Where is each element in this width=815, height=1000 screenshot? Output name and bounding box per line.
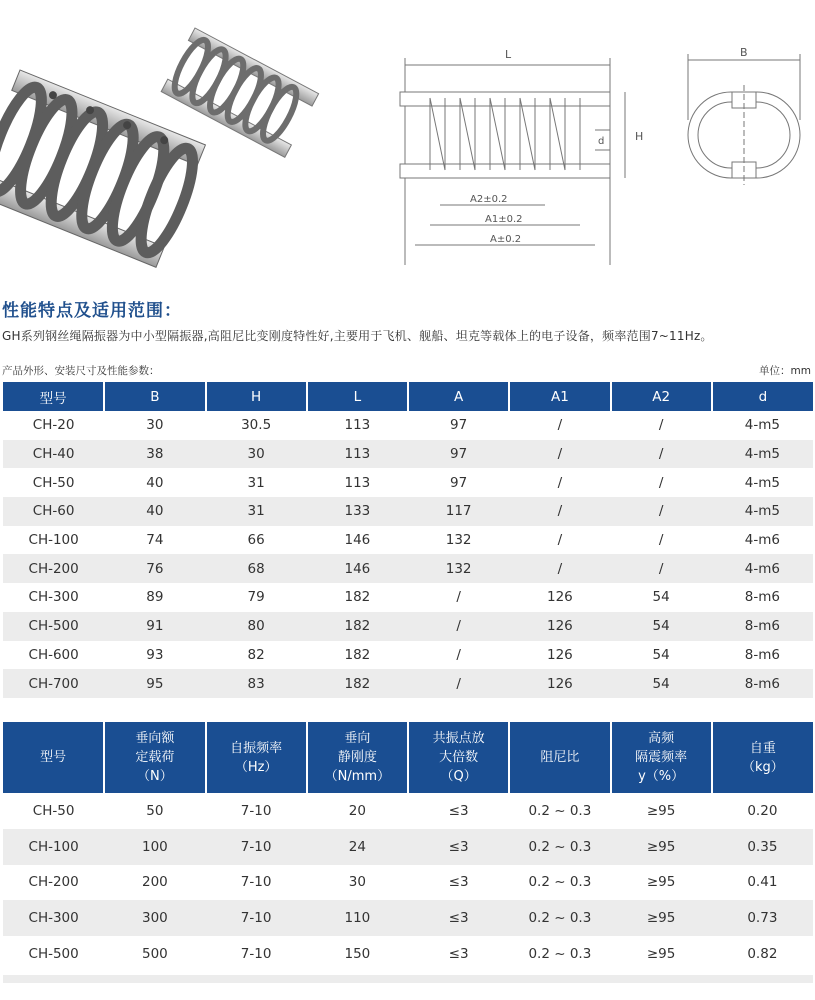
table-cell: 54 [652, 589, 670, 606]
table-cell: 8-m6 [712, 612, 813, 641]
table-cell: 0.2 ~ 0.3 [528, 874, 592, 891]
table-cell: 200 [141, 874, 168, 891]
spec-label: 产品外形、安装尺寸及性能参数： [2, 365, 160, 377]
table-cell: 126 [546, 589, 573, 606]
table-cell: 95 [104, 669, 205, 698]
header-line: （N） [137, 769, 173, 784]
table-cell: 80 [206, 612, 307, 641]
header-line: （N/mm） [324, 769, 391, 784]
header-line: 大倍数 [439, 750, 479, 765]
table-cell: 146 [307, 554, 408, 583]
performance-header-cell [712, 722, 813, 793]
table-cell: 7-10 [206, 829, 307, 865]
table-cell: 97 [450, 417, 468, 434]
table-cell: 4-m5 [744, 417, 780, 434]
dimensions-header-cell: H [206, 382, 307, 411]
table-cell: 300 [104, 900, 205, 936]
table-cell: 182 [344, 589, 371, 606]
table-cell: / [557, 417, 563, 434]
table-cell: / [408, 612, 509, 641]
table-cell: 8-m6 [712, 669, 813, 698]
table-cell: / [611, 440, 712, 469]
table-cell: 91 [104, 612, 205, 641]
table-cell: CH-500 [3, 612, 104, 641]
table-cell: 126 [509, 669, 610, 698]
table-cell: 110 [307, 900, 408, 936]
header-line: 自重 [749, 740, 776, 756]
performance-header-cell [509, 722, 610, 793]
performance-table [3, 722, 813, 972]
end-view-drawing [680, 40, 810, 190]
table-cell: 4-m5 [744, 474, 780, 491]
table-cell: 0.2 ~ 0.3 [528, 946, 592, 963]
table-cell: / [611, 497, 712, 526]
table-cell: / [456, 646, 461, 663]
table-cell: 7-10 [240, 874, 272, 891]
product-hero [0, 0, 815, 290]
dimensions-header-cell: 型号 [3, 382, 104, 411]
dimensions-header-cell: d [712, 382, 813, 411]
table-cell: ≤3 [448, 946, 469, 963]
table-cell: ≤3 [408, 829, 509, 865]
table-cell: 54 [652, 646, 670, 663]
table-row [3, 936, 813, 972]
table-cell: CH-300 [3, 900, 104, 936]
dimensions-header-cell: L [307, 382, 408, 411]
header-line: （kg） [741, 759, 784, 775]
table-row [3, 468, 813, 497]
table-row [3, 829, 813, 865]
label-H: H [635, 130, 644, 143]
table-cell: / [509, 554, 610, 583]
label-d: d [598, 136, 605, 147]
table-cell: 0.35 [712, 829, 813, 865]
label-A2: A2±0.2 [470, 194, 508, 205]
dimensions-header-cell: A1 [509, 382, 610, 411]
table-cell: 132 [408, 554, 509, 583]
table-cell: 0.41 [747, 874, 778, 891]
table-cell: / [611, 554, 712, 583]
table-cell: / [509, 497, 610, 526]
table-cell: 8-m6 [744, 646, 780, 663]
table-cell: 4-m6 [712, 554, 813, 583]
table-cell: CH-300 [28, 589, 79, 606]
table-cell: 113 [344, 417, 371, 434]
table-cell: 50 [146, 802, 164, 819]
table-cell: CH-50 [32, 474, 75, 491]
table-cell: CH-700 [3, 669, 104, 698]
performance-header-cell [3, 722, 104, 793]
performance-header-cell [408, 722, 509, 793]
header-line: 隔震频率 [635, 750, 688, 765]
table-cell: 79 [247, 589, 265, 606]
table-cell: 7-10 [240, 946, 272, 963]
table-cell: / [456, 589, 461, 606]
table-cell: 132 [445, 532, 472, 549]
table-cell: 74 [146, 532, 164, 549]
performance-header-cell [307, 722, 408, 793]
table-cell: ≤3 [408, 900, 509, 936]
table-row [3, 497, 813, 526]
table-cell: 40 [104, 497, 205, 526]
table-cell: CH-50 [32, 802, 75, 819]
dimensions-header-cell: B [104, 382, 205, 411]
header-line: 垂向额 [135, 731, 175, 746]
table-cell: 40 [146, 474, 164, 491]
table-cell: / [658, 532, 664, 549]
table-cell: 182 [344, 646, 371, 663]
table-cell: 4-m6 [744, 532, 780, 549]
table-cell: 54 [611, 669, 712, 698]
table-cell: / [658, 474, 664, 491]
table-cell: 0.2 ~ 0.3 [528, 802, 592, 819]
table-row [3, 865, 813, 901]
table-cell: 100 [104, 829, 205, 865]
header-line: （Hz） [234, 759, 278, 775]
side-view-drawing [395, 40, 665, 270]
table-cell: 126 [546, 646, 573, 663]
table-cell: 30 [146, 417, 164, 434]
table-cell: 20 [348, 802, 366, 819]
dimensions-header-cell: A2 [611, 382, 712, 411]
table-cell: CH-20 [32, 417, 75, 434]
table-cell: 146 [344, 532, 371, 549]
header-line: y（%） [638, 769, 685, 784]
performance-header-row [3, 722, 813, 793]
performance-header-cell [104, 722, 205, 793]
description: GH系列钢丝绳隔振器为中小型隔振器,高阻尼比变刚度特性好,主要用于飞机、舰船、坦克等载体上的电子设备，频率范围7~11Hz。 [2, 329, 713, 343]
table-cell: ≥95 [611, 900, 712, 936]
table-cell: ≥95 [611, 829, 712, 865]
table-cell: 4-m5 [712, 497, 813, 526]
table-row [3, 583, 813, 612]
table-cell: 0.73 [712, 900, 813, 936]
table-cell: CH-60 [3, 497, 104, 526]
header-line: 共振点放 [432, 731, 485, 746]
table-cell: / [658, 417, 664, 434]
table-cell: 30 [206, 440, 307, 469]
table-row [3, 440, 813, 469]
header-line: 高频 [648, 731, 675, 746]
table-cell: / [509, 440, 610, 469]
table-cell: 24 [307, 829, 408, 865]
table-cell: 500 [141, 946, 168, 963]
table-cell: CH-100 [28, 532, 79, 549]
table-cell: 38 [104, 440, 205, 469]
table-cell: / [557, 532, 563, 549]
table-cell: 54 [611, 612, 712, 641]
table-cell: ≥95 [646, 802, 676, 819]
header-line: 阻尼比 [540, 750, 580, 765]
table-row [3, 612, 813, 641]
table-cell: 182 [307, 612, 408, 641]
table-cell: 31 [247, 474, 265, 491]
section-title: 性能特点及适用范围： [2, 301, 182, 321]
table-cell: 97 [408, 440, 509, 469]
table-cell: 8-m6 [744, 589, 780, 606]
table-cell: 113 [307, 440, 408, 469]
table-cell: / [408, 669, 509, 698]
table-cell: 30.5 [241, 417, 272, 434]
table-cell: ≥95 [646, 874, 676, 891]
performance-header-cell [206, 722, 307, 793]
table-cell: 182 [307, 669, 408, 698]
table-cell: 66 [247, 532, 265, 549]
table-cell: 0.20 [747, 802, 778, 819]
table-cell: CH-100 [3, 829, 104, 865]
table-cell: 117 [408, 497, 509, 526]
table-cell: ≤3 [448, 874, 469, 891]
table-cell: 0.2 ~ 0.3 [509, 900, 610, 936]
table-row [3, 793, 813, 829]
table-cell: 89 [146, 589, 164, 606]
dimensions-header-row [3, 382, 813, 411]
label-B: B [740, 46, 748, 59]
table-row [3, 641, 813, 670]
header-line: 静刚度 [337, 750, 377, 765]
unit-label: 单位：mm [759, 365, 811, 377]
label-A1: A1±0.2 [485, 214, 523, 225]
dimensions-table [3, 382, 813, 698]
table-cell: 113 [344, 474, 371, 491]
header-line: 型号 [40, 750, 67, 765]
table-row [3, 526, 813, 555]
label-L: L [505, 48, 512, 61]
table-row [3, 554, 813, 583]
table-cell: CH-200 [3, 554, 104, 583]
table-cell: 0.2 ~ 0.3 [509, 829, 610, 865]
table-cell: 126 [509, 612, 610, 641]
performance-header-cell [611, 722, 712, 793]
table-cell: 7-10 [240, 802, 272, 819]
table-cell: 76 [104, 554, 205, 583]
header-line: 定载荷 [135, 750, 175, 765]
table-cell: 133 [307, 497, 408, 526]
table-cell: 97 [450, 474, 468, 491]
table-cell: / [557, 474, 563, 491]
table-bottom-bar [3, 975, 813, 983]
header-line: 垂向 [344, 731, 371, 746]
product-photo [0, 20, 360, 290]
table-row [3, 900, 813, 936]
table-cell: 150 [344, 946, 371, 963]
table-cell: 68 [206, 554, 307, 583]
table-row [3, 411, 813, 440]
table-row [3, 669, 813, 698]
table-cell: CH-600 [28, 646, 79, 663]
table-cell: 30 [348, 874, 366, 891]
label-A: A±0.2 [490, 234, 522, 245]
dimensions-header-cell: A [408, 382, 509, 411]
table-cell: CH-500 [28, 946, 79, 963]
table-cell: 82 [247, 646, 265, 663]
table-cell: ≤3 [448, 802, 469, 819]
table-cell: ≥95 [646, 946, 676, 963]
table-cell: 4-m5 [712, 440, 813, 469]
table-cell: CH-200 [28, 874, 79, 891]
header-line: 自振频率 [230, 740, 283, 756]
table-cell: 83 [206, 669, 307, 698]
table-cell: CH-40 [3, 440, 104, 469]
table-cell: 0.82 [747, 946, 778, 963]
table-cell: 7-10 [206, 900, 307, 936]
table-cell: 31 [206, 497, 307, 526]
header-line: （Q） [440, 769, 477, 784]
table-cell: 93 [146, 646, 164, 663]
